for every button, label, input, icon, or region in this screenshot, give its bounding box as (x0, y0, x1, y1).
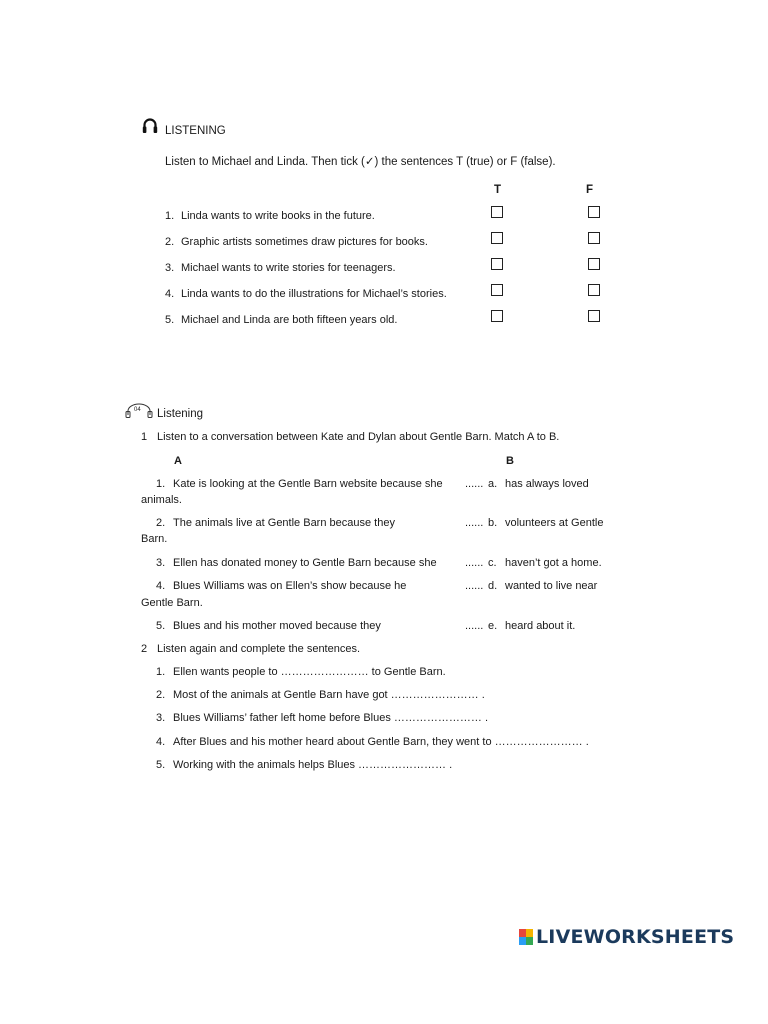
logo-square (526, 937, 533, 945)
item-text-b: has always loved (505, 478, 589, 490)
answer-blank[interactable]: ...... (465, 517, 484, 529)
item-text-a: Kate is looking at the Gentle Barn website because she (173, 478, 443, 490)
column-false-header: F (586, 184, 594, 196)
true-checkbox[interactable] (491, 258, 503, 270)
item-sentence[interactable]: Most of the animals at Gentle Barn have got …………………… . (173, 689, 485, 701)
item-number: 1. (156, 478, 166, 490)
true-checkbox[interactable] (491, 206, 503, 218)
item-letter: c. (488, 557, 497, 569)
headphones-icon (142, 117, 158, 139)
item-number: 5. (156, 620, 166, 632)
item-number: 4. (156, 736, 166, 748)
item-number: 4. (165, 288, 175, 300)
item-letter: a. (488, 478, 498, 490)
true-checkbox[interactable] (491, 310, 503, 322)
item-sentence: Linda wants to write books in the future. (181, 210, 375, 222)
liveworksheets-logo (519, 926, 734, 948)
item-text-a-continued: animals. (141, 494, 182, 506)
item-sentence: Graphic artists sometimes draw pictures for books. (181, 236, 428, 248)
item-number: 1. (156, 666, 166, 678)
false-checkbox[interactable] (588, 258, 600, 270)
item-text-b: heard about it. (505, 620, 576, 632)
item-sentence[interactable]: Working with the animals helps Blues …………………… . (173, 759, 453, 771)
item-sentence[interactable]: Blues Williams’ father left home before Blues …………………… . (173, 712, 489, 724)
section-1-instruction: Listen to Michael and Linda. Then tick (✓) the sentences T (true) or F (false). (165, 156, 556, 168)
true-checkbox[interactable] (491, 232, 503, 244)
logo-square (519, 937, 526, 945)
exercise-2-instruction: Listen again and complete the sentences. (157, 643, 361, 655)
section-1-heading: LISTENING (165, 125, 226, 137)
column-b-header: B (506, 455, 514, 467)
item-letter: b. (488, 517, 498, 529)
logo-square (526, 929, 533, 937)
item-text-a: Blues Williams was on Ellen’s show because he (173, 580, 407, 592)
item-number: 2. (165, 236, 175, 248)
item-number: 2. (156, 689, 166, 701)
item-number: 5. (165, 314, 175, 326)
item-number: 4. (156, 580, 166, 592)
item-text-b: wanted to live near (505, 580, 598, 592)
item-text-a-continued: Barn. (141, 533, 168, 545)
section-2-heading: Listening (157, 408, 204, 420)
item-sentence: Michael wants to write stories for teenagers. (181, 262, 396, 274)
item-text-a: The animals live at Gentle Barn because they (173, 517, 395, 529)
false-checkbox[interactable] (588, 284, 600, 296)
item-sentence: Michael and Linda are both fifteen years old. (181, 314, 398, 326)
answer-blank[interactable]: ...... (465, 580, 484, 592)
item-number: 2. (156, 517, 166, 529)
exercise-1-number: 1 (141, 431, 148, 443)
answer-blank[interactable]: ...... (465, 478, 484, 490)
item-number: 3. (165, 262, 175, 274)
track-number: 04 (134, 407, 141, 413)
exercise-2-number: 2 (141, 643, 148, 655)
false-checkbox[interactable] (588, 232, 600, 244)
item-number: 5. (156, 759, 166, 771)
item-number: 3. (156, 712, 166, 724)
item-number: 3. (156, 557, 166, 569)
false-checkbox[interactable] (588, 206, 600, 218)
column-true-header: T (494, 184, 502, 196)
false-checkbox[interactable] (588, 310, 600, 322)
true-checkbox[interactable] (491, 284, 503, 296)
answer-blank[interactable]: ...... (465, 620, 484, 632)
exercise-1-instruction: Listen to a conversation between Kate and Dylan about Gentle Barn. Match A to B. (157, 431, 560, 443)
logo-text: LIVEWORKSHEETS (536, 926, 735, 948)
item-sentence[interactable]: Ellen wants people to …………………… to Gentle Barn. (173, 666, 446, 678)
headphones-track-icon (125, 403, 153, 419)
logo-square (519, 929, 526, 937)
item-sentence[interactable]: After Blues and his mother heard about Gentle Barn, they went to …………………… . (173, 736, 589, 748)
item-text-a-continued: Gentle Barn. (141, 597, 203, 609)
column-a-header: A (174, 455, 182, 467)
item-text-a: Blues and his mother moved because they (173, 620, 381, 632)
answer-blank[interactable]: ...... (465, 557, 484, 569)
item-text-b: haven’t got a home. (505, 557, 602, 569)
item-text-b: volunteers at Gentle (505, 517, 604, 529)
item-number: 1. (165, 210, 175, 222)
liveworksheets-logo-mark (519, 929, 533, 945)
item-text-a: Ellen has donated money to Gentle Barn because she (173, 557, 437, 569)
item-letter: d. (488, 580, 498, 592)
item-letter: e. (488, 620, 498, 632)
item-sentence: Linda wants to do the illustrations for Michael’s stories. (181, 288, 447, 300)
